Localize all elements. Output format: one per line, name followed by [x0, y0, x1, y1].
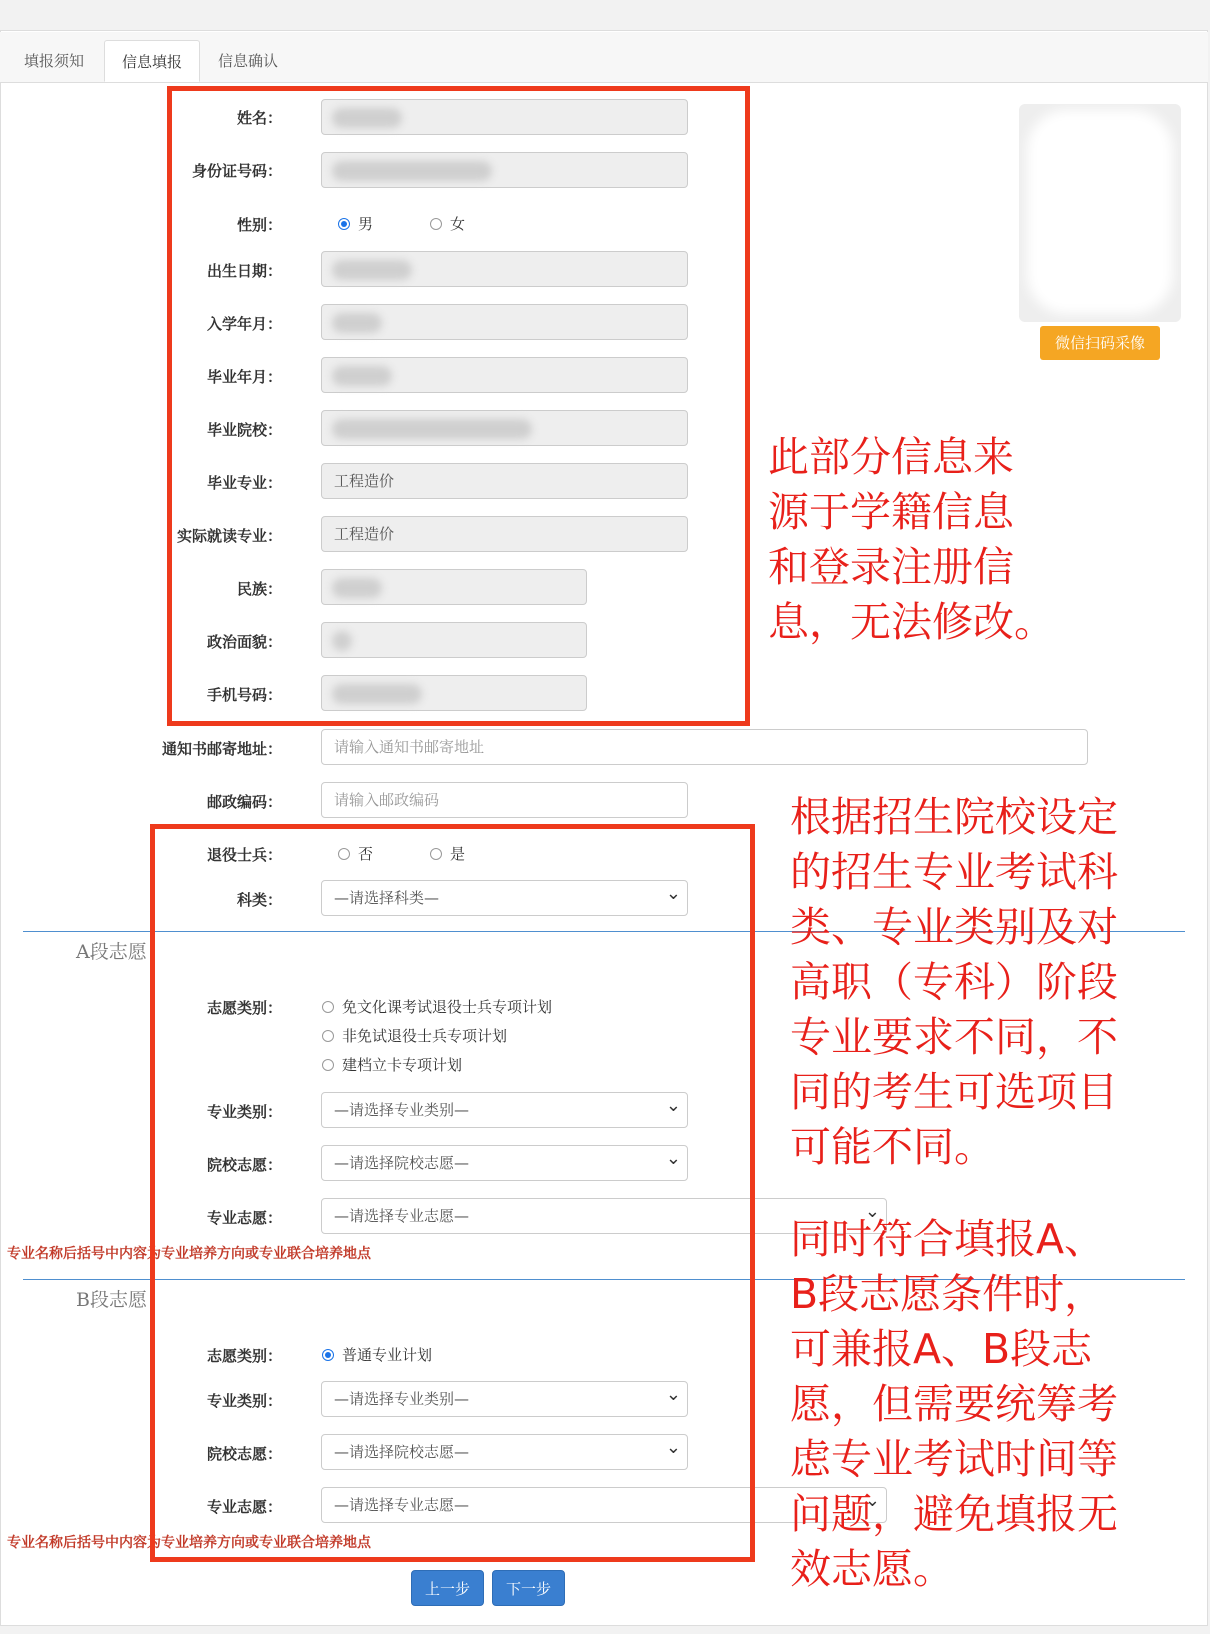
next-button[interactable]: 下一步	[492, 1570, 565, 1606]
veteran-label: 退役士兵：	[206, 846, 282, 864]
grad-school-label: 毕业院校：	[206, 421, 282, 439]
tab-confirm[interactable]: 信息确认	[217, 52, 278, 70]
ethnic-label: 民族：	[236, 580, 282, 598]
a-type-text-1: 免文化课考试退役士兵专项计划	[342, 998, 553, 1016]
b-note: 专业名称后括号中内容为专业培养方向或专业联合培养地点	[7, 1535, 371, 1551]
postcode-input[interactable]: 请输入邮政编码	[321, 782, 688, 818]
tab-notice[interactable]: 填报须知	[23, 52, 84, 70]
actual-major-label: 实际就读专业：	[176, 527, 282, 545]
name-label: 姓名：	[236, 109, 282, 127]
b-major-cat-label: 专业类别：	[206, 1392, 282, 1410]
tab-fill-info[interactable]: 信息填报	[104, 40, 200, 82]
political-label: 政治面貌：	[206, 633, 282, 651]
gender-male-text: 男	[358, 215, 374, 233]
a-note: 专业名称后括号中内容为专业培养方向或专业联合培养地点	[7, 1246, 371, 1262]
category-select[interactable]: —请选择科类— ⌄	[321, 880, 688, 916]
phone-label: 手机号码：	[206, 686, 282, 704]
actual-major-field: 工程造价	[321, 516, 688, 552]
tab-bar	[0, 32, 1208, 83]
birth-label: 出生日期：	[206, 262, 282, 280]
b-major-label: 专业志愿：	[206, 1498, 282, 1516]
a-type-label: 志愿类别：	[206, 999, 282, 1017]
category-label: 科类：	[236, 891, 282, 909]
wechat-photo-button[interactable]: 微信扫码采像	[1040, 326, 1160, 360]
a-type-text-3: 建档立卡专项计划	[342, 1056, 463, 1074]
b-type-text-1: 普通专业计划	[342, 1346, 433, 1364]
photo-placeholder	[1019, 104, 1181, 322]
a-major-cat-label: 专业类别：	[206, 1103, 282, 1121]
a-type-text-2: 非免试退役士兵专项计划	[342, 1027, 508, 1045]
section-a-title: A段志愿	[76, 941, 147, 963]
a-major-cat-select[interactable]: —请选择专业类别— ⌄	[321, 1092, 688, 1128]
a-school-select[interactable]: —请选择院校志愿— ⌄	[321, 1145, 688, 1181]
address-input[interactable]: 请输入通知书邮寄地址	[321, 729, 1088, 765]
enroll-label: 入学年月：	[206, 315, 282, 333]
annotation-text-1: 此部分信息来 源于学籍信息 和登录注册信 息，无法修改。	[768, 433, 1055, 646]
b-major-select[interactable]: —请选择专业志愿— ⌄	[321, 1487, 887, 1523]
prev-button[interactable]: 上一步	[411, 1570, 484, 1606]
annotation-text-3: 同时符合填报A、 B段志愿条件时， 可兼报A、B段志 愿，但需要统筹考 虑专业考试时间等 问题，避免填报无 效志愿。	[790, 1215, 1118, 1593]
veteran-no-text: 否	[358, 845, 374, 863]
b-type-label: 志愿类别：	[206, 1347, 282, 1365]
b-school-label: 院校志愿：	[206, 1445, 282, 1463]
gender-female-text: 女	[450, 215, 466, 233]
a-major-label: 专业志愿：	[206, 1209, 282, 1227]
annotation-box-personal	[167, 86, 750, 726]
annotation-box-choices	[150, 824, 755, 1562]
b-school-select[interactable]: —请选择院校志愿— ⌄	[321, 1434, 688, 1470]
a-school-label: 院校志愿：	[206, 1156, 282, 1174]
grad-major-label: 毕业专业：	[206, 474, 282, 492]
postcode-label: 邮政编码：	[206, 793, 282, 811]
grad-major-field: 工程造价	[321, 463, 688, 499]
idcard-label: 身份证号码：	[191, 162, 282, 180]
gender-label: 性别：	[236, 216, 282, 234]
b-major-cat-select[interactable]: —请选择专业类别— ⌄	[321, 1381, 688, 1417]
a-major-select[interactable]: —请选择专业志愿— ⌄	[321, 1198, 887, 1234]
annotation-text-2: 根据招生院校设定 的招生专业考试科 类、专业类别及对 高职（专科）阶段 专业要求不同，不 同的考生可选项目 可能不同。	[790, 793, 1118, 1171]
address-label: 通知书邮寄地址：	[161, 740, 282, 758]
veteran-yes-text: 是	[450, 845, 466, 863]
grad-date-label: 毕业年月：	[206, 368, 282, 386]
section-b-title: B段志愿	[76, 1289, 147, 1311]
